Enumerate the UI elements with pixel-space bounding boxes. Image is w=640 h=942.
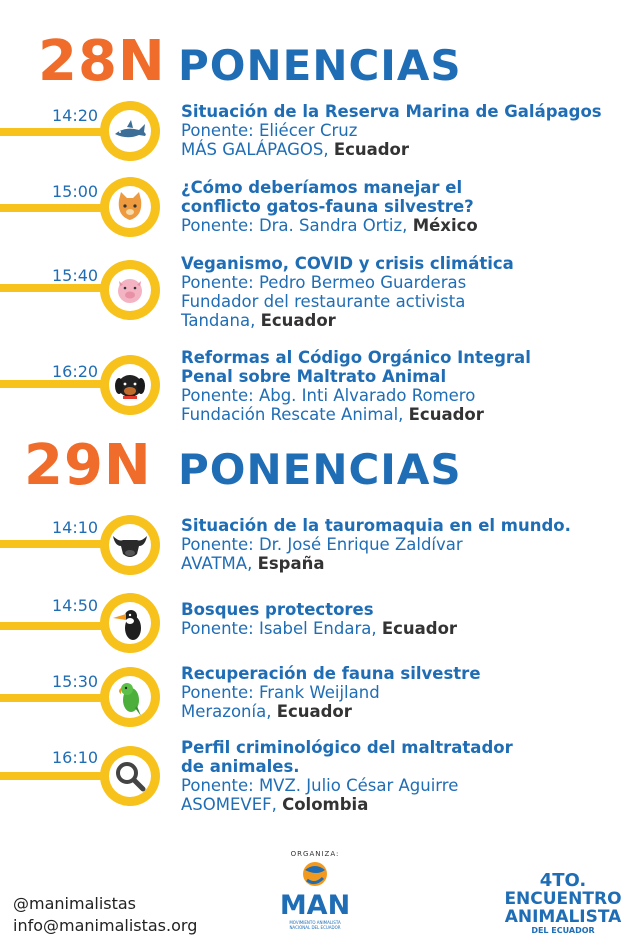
talk-title: Veganismo, COVID y crisis climática <box>181 254 514 273</box>
timeline-bar <box>0 694 110 702</box>
talk-item <box>0 172 640 262</box>
talk-country: Ecuador <box>260 311 336 330</box>
timeline-bar <box>0 128 110 136</box>
contact-info <box>13 893 197 937</box>
icon-ring <box>100 355 160 415</box>
bull-icon <box>109 524 151 566</box>
talk-text <box>181 664 631 721</box>
day-label: 28N <box>38 29 166 94</box>
social-handle[interactable]: @manimalistas <box>13 894 137 913</box>
talk-time: 14:10 <box>52 518 99 537</box>
talk-org: MÁS GALÁPAGOS, <box>181 140 329 159</box>
talk-title: Situación de la tauromaquia en el mundo. <box>181 516 571 535</box>
talk-country: Colombia <box>282 795 369 814</box>
timeline-bar <box>0 540 110 548</box>
pig-icon <box>109 269 151 311</box>
globe-animals-icon <box>295 858 335 888</box>
icon-ring <box>100 593 160 653</box>
talk-org: Merazonía, <box>181 702 272 721</box>
talk-title: Perfil criminológico del maltratador <box>181 738 513 757</box>
section-title: PONENCIAS <box>178 41 462 90</box>
talk-item <box>0 348 640 438</box>
event-logo <box>498 872 628 936</box>
talk-time: 14:50 <box>52 596 99 615</box>
talk-speaker: Ponente: Isabel Endara, <box>181 619 377 638</box>
magnifier-icon <box>109 755 151 797</box>
talk-text <box>181 600 631 638</box>
talk-speaker: Ponente: Frank Weijland <box>181 683 380 702</box>
talk-org: Tandana, <box>181 311 256 330</box>
talk-speaker: Ponente: Dra. Sandra Ortiz, <box>181 216 408 235</box>
parrot-icon <box>109 676 151 718</box>
talk-org: AVATMA, <box>181 554 253 573</box>
event-name: ANIMALISTA <box>504 907 622 927</box>
timeline-bar <box>0 772 110 780</box>
man-logo <box>270 850 360 940</box>
talk-title: Recuperación de fauna silvestre <box>181 664 481 683</box>
talk-title: ¿Cómo deberíamos manejar el <box>181 178 463 197</box>
timeline-bar <box>0 284 110 292</box>
talk-item <box>0 508 640 598</box>
day-label: 29N <box>24 433 152 498</box>
organiza-label: ORGANIZA: <box>290 850 340 858</box>
talk-speaker: Ponente: Pedro Bermeo Guarderas <box>181 273 467 292</box>
man-subtitle: NACIONAL DEL ECUADOR <box>289 925 341 930</box>
talk-country: Ecuador <box>408 405 484 424</box>
talk-country: Ecuador <box>276 702 352 721</box>
talk-title: conflicto gatos-fauna silvestre? <box>181 197 474 216</box>
talk-org: Fundación Rescate Animal, <box>181 405 404 424</box>
icon-ring <box>100 515 160 575</box>
talk-title: Bosques protectores <box>181 600 374 619</box>
talk-text <box>181 348 631 424</box>
talk-time: 15:40 <box>52 266 99 285</box>
talk-text <box>181 738 631 814</box>
man-wordmark: MAN <box>279 890 351 921</box>
talk-country: México <box>412 216 478 235</box>
toucan-icon <box>109 602 151 644</box>
icon-ring <box>100 177 160 237</box>
cat-icon <box>109 186 151 228</box>
talk-text <box>181 178 631 235</box>
icon-ring <box>100 746 160 806</box>
dog-icon <box>109 364 151 406</box>
talk-text <box>181 102 631 159</box>
talk-time: 15:30 <box>52 672 99 691</box>
talk-time: 16:10 <box>52 748 99 767</box>
event-edition: 4TO. <box>539 870 587 891</box>
talk-title: de animales. <box>181 757 300 776</box>
talk-title: Penal sobre Maltrato Animal <box>181 367 447 386</box>
icon-ring <box>100 667 160 727</box>
talk-title: Reformas al Código Orgánico Integral <box>181 348 531 367</box>
talk-title: Situación de la Reserva Marina de Galápagos <box>181 102 602 121</box>
talk-item <box>0 740 640 830</box>
icon-ring <box>100 101 160 161</box>
talk-country: Ecuador <box>381 619 458 638</box>
talk-country: España <box>257 554 325 573</box>
timeline-bar <box>0 204 110 212</box>
timeline-bar <box>0 380 110 388</box>
timeline-bar <box>0 622 110 630</box>
icon-ring <box>100 260 160 320</box>
day-header-29n <box>0 433 640 498</box>
talk-time: 14:20 <box>52 106 99 125</box>
talk-speaker: Ponente: Dr. José Enrique Zaldívar <box>181 535 463 554</box>
event-name: ENCUENTRO <box>504 889 622 909</box>
talk-speaker: Ponente: MVZ. Julio César Aguirre <box>181 776 459 795</box>
event-location: DEL ECUADOR <box>531 926 595 935</box>
talk-org: ASOMEVEF, <box>181 795 277 814</box>
day-header-28n <box>0 29 640 94</box>
talk-time: 16:20 <box>52 362 99 381</box>
talk-text <box>181 254 631 330</box>
talk-org: Fundador del restaurante activista <box>181 292 466 311</box>
talk-speaker: Ponente: Eliécer Cruz <box>181 121 358 140</box>
talk-item <box>0 252 640 342</box>
talk-text <box>181 516 631 573</box>
email-link[interactable]: info@manimalistas.org <box>13 916 198 935</box>
talk-time: 15:00 <box>52 182 99 201</box>
talk-country: Ecuador <box>333 140 410 159</box>
man-subtitle: MOVIMIENTO ANIMALISTA <box>289 920 341 925</box>
shark-icon <box>109 110 151 152</box>
section-title: PONENCIAS <box>178 445 462 494</box>
talk-speaker: Ponente: Abg. Inti Alvarado Romero <box>181 386 476 405</box>
